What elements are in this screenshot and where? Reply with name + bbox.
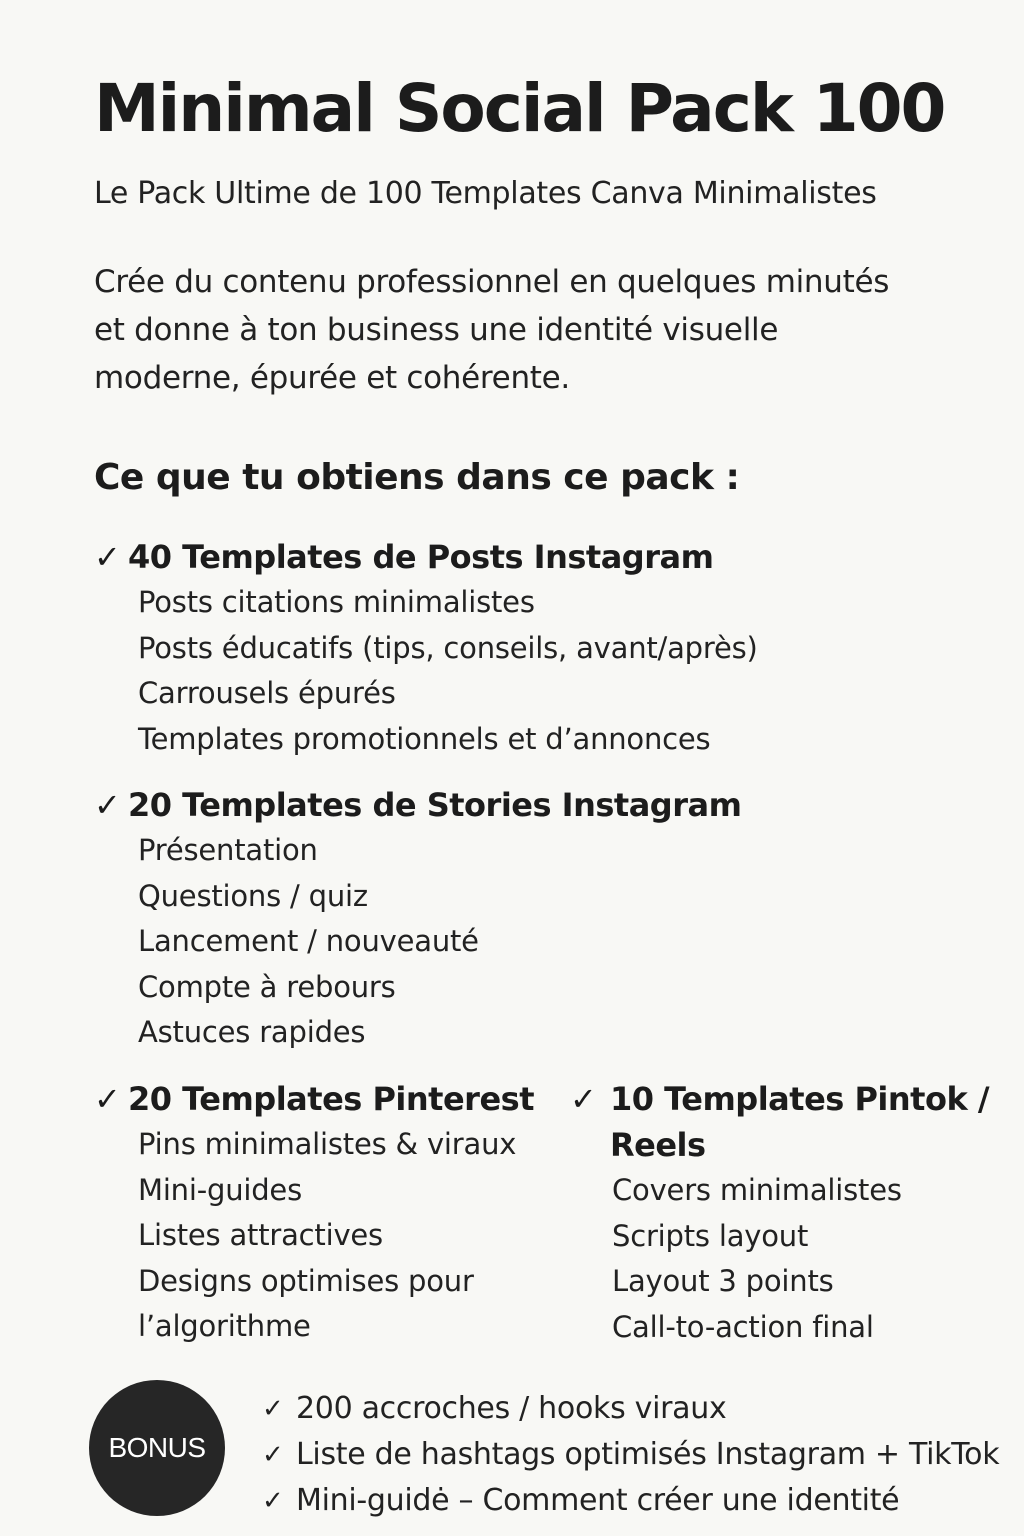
list-item: Designs optimises pour [138, 1263, 474, 1298]
check-icon: ✓ [262, 1440, 284, 1470]
list-item: Mini-guides [138, 1172, 302, 1207]
bonus-list [262, 1386, 1022, 1524]
group-title [610, 1076, 989, 1168]
list-item: Covers minimalistes [612, 1173, 902, 1207]
section-heading: Ce que tu obtiens dans ce pack : [94, 457, 740, 498]
bonus-item-label: 200 accroches / hooks viraux [296, 1391, 727, 1426]
list-item: Posts éducatifs (tips, conseils, avant/après) [138, 630, 758, 665]
bonus-item [262, 1386, 1022, 1432]
list-item: Lancement / nouveauté [138, 924, 479, 958]
group-item-list [94, 580, 994, 762]
group-instagram-posts [94, 534, 994, 762]
list-item: Présentation [138, 833, 318, 867]
group-pinterest [94, 1076, 564, 1350]
list-item: Pins minimalistes & viraux [138, 1127, 517, 1161]
bonus-item [262, 1478, 1022, 1524]
check-icon: ✓ [94, 538, 121, 576]
intro-line: Crée du contenu professionnel en quelques minutés [94, 264, 890, 300]
group-title: 40 Templates de Posts Instagram [128, 538, 714, 576]
group-item-list [570, 1168, 1010, 1350]
intro-line: et donne à ton business une identité visuelle [94, 312, 779, 348]
check-icon: ✓ [570, 1080, 597, 1118]
list-item: Layout 3 points [612, 1264, 834, 1298]
list-item: Compte à rebours [138, 969, 396, 1004]
list-item: Scripts layout [612, 1218, 809, 1253]
group-title-line: Reels [610, 1126, 706, 1164]
group-instagram-stories [94, 782, 994, 1056]
group-title: 20 Templates de Stories Instagram [128, 786, 742, 824]
group-title-line: 10 Templates Pintok / [610, 1080, 990, 1118]
group-item-list [94, 1122, 564, 1350]
check-icon: ✓ [94, 786, 121, 824]
intro-paragraph [94, 258, 974, 402]
list-item: l’algorithme [138, 1309, 311, 1343]
bonus-item-label: Mini-guidė – Comment créer une identité [296, 1483, 900, 1518]
check-icon: ✓ [262, 1486, 284, 1516]
check-icon: ✓ [262, 1394, 284, 1424]
group-pintok-reels [570, 1076, 1010, 1350]
intro-line: moderne, épurée et cohérente. [94, 360, 570, 396]
bonus-item [262, 1432, 1022, 1478]
bonus-item-label: Liste de hashtags optimisés Instagram + TikTok [296, 1437, 1000, 1472]
group-title: 20 Templates Pinterest [128, 1080, 534, 1118]
list-item: Call-to-action final [612, 1309, 874, 1344]
check-icon: ✓ [94, 1080, 121, 1118]
page-subtitle: Le Pack Ultime de 100 Templates Canva Minimalistes [94, 176, 877, 211]
list-item: Listes attractives [138, 1218, 383, 1252]
bonus-badge: BONUS [89, 1380, 225, 1516]
page-title: Minimal Social Pack 100 [94, 70, 945, 147]
list-item: Astuces rapides [138, 1015, 366, 1049]
list-item: Questions / quiz [138, 878, 368, 913]
list-item: Posts citations minimalistes [138, 585, 535, 619]
group-item-list [94, 828, 994, 1056]
list-item: Carrousels épurés [138, 676, 396, 710]
list-item: Templates promotionnels et d’annonces [138, 721, 711, 756]
